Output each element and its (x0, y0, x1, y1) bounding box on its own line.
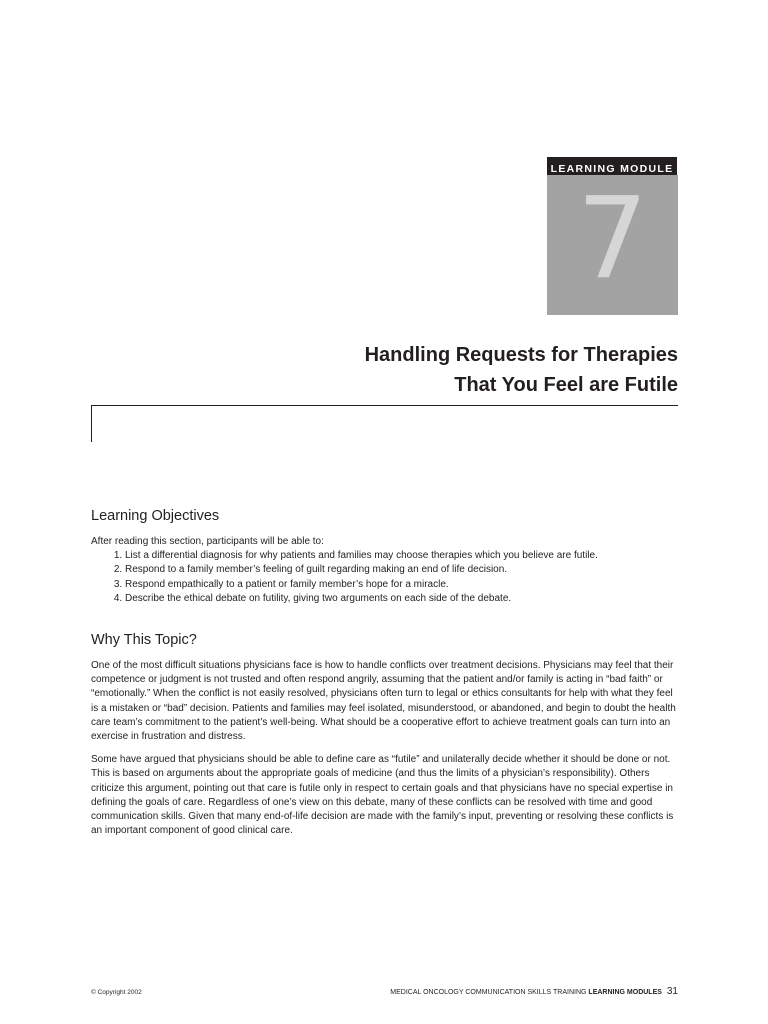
why-this-topic-section (91, 630, 678, 838)
learning-objectives-section (91, 506, 678, 606)
footer-copyright: © Copyright 2002 (91, 989, 142, 996)
body-paragraph: Some have argued that physicians should be able to define care as “futile” and unilaterally decide whether it should be done or not. This is based on arguments about the appropriate goals of medicine (and thus the limits of a physician’s responsibility). Others criticize this argument, pointing out that care is futile only in respect to certain goals and that physicians have no special expertise in defining the goals of care. Regardless of one’s view on this debate, many of these conflicts can be resolved with time and good communication skills. Given that many end-of-life decision are made with the family’s input, preventing or resolving these conflicts is an important component of good clinical care. (91, 754, 674, 837)
module-number: 7 (576, 175, 649, 304)
title-line-1: Handling Requests for Therapies (364, 344, 678, 366)
footer-series-title-bold: LEARNING MODULES (588, 989, 662, 996)
title-line-2: That You Feel are Futile (454, 374, 678, 396)
objective-item: 4. Describe the ethical debate on futility, giving two arguments on each side of the debate. (125, 592, 678, 606)
title-rule-vertical (91, 405, 92, 442)
why-this-topic-heading: Why This Topic? (91, 632, 197, 649)
page-title (178, 340, 678, 400)
main-content (91, 506, 678, 838)
module-number-box (547, 175, 678, 315)
learning-objectives-intro: After reading this section, participants will be able to: (91, 536, 324, 547)
title-rule-horizontal (91, 405, 678, 406)
learning-objectives-list (91, 549, 678, 606)
footer-running-title (390, 985, 678, 1000)
page-number: 31 (666, 986, 678, 997)
body-paragraph: One of the most difficult situations physicians face is how to handle conflicts over treatment decisions. Physicians may feel that their competence or judgment is not trusted and often respond angrily, assuming that the patient and/or family is acting in “bad faith” or “emotionally.” When the conflict is not easily resolved, physicians often turn to legal or ethics consultants for help with what they feel is a mistaken or “bad” decision. Patients and families may feel isolated, misunderstood, or abandoned, and begin to doubt the health care team’s commitment to the patient’s well-being. What should be a cooperative effort to achieve treatment goals can turn into an exercise in frustration and distress. (91, 660, 676, 743)
learning-objectives-heading: Learning Objectives (91, 508, 220, 524)
footer-series-title: MEDICAL ONCOLOGY COMMUNICATION SKILLS TRAINING (390, 989, 587, 996)
objective-item: 2. Respond to a family member’s feeling of guilt regarding making an end of life decision. (125, 563, 678, 577)
objective-item: 3. Respond empathically to a patient or family member’s hope for a miracle. (125, 578, 678, 592)
module-label: LEARNING MODULE (547, 157, 677, 175)
objective-item: 1. List a differential diagnosis for why patients and families may choose therapies which you believe are futile. (125, 549, 678, 563)
